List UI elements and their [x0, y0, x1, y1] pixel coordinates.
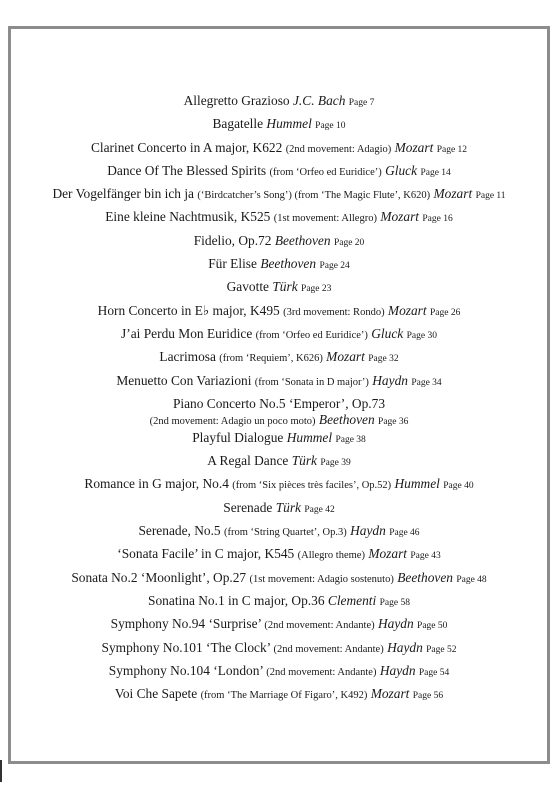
list-item: [11, 500, 547, 523]
piece-title: Romance in G major, No.4: [84, 476, 229, 492]
piece-title: Menuetto Con Variazioni: [116, 372, 252, 388]
list-item: [11, 663, 547, 686]
list-item: [11, 93, 547, 116]
piece-title: Bagatelle: [212, 116, 264, 132]
piece-note: (1st movement: Allegro): [273, 213, 377, 225]
piece-note: (from ‘Orfeo ed Euridice’): [269, 166, 382, 178]
piece-title: Serenade: [223, 499, 273, 515]
page-number: Page 54: [418, 667, 450, 678]
list-item: [11, 303, 547, 326]
piece-note: (1st movement: Adagio sostenuto): [249, 573, 394, 585]
piece-title: Lacrimosa: [159, 349, 216, 365]
list-item: [11, 593, 547, 616]
piece-note: (2nd movement: Andante): [273, 643, 384, 655]
list-item: [11, 349, 547, 372]
piece-note: (3rd movement: Rondo): [283, 306, 385, 318]
page-number: Page 46: [389, 528, 420, 539]
piece-title: Fidelio, Op.72: [193, 232, 272, 248]
page-number: Page 42: [304, 504, 335, 515]
page-number: Page 26: [429, 307, 461, 318]
composer: Hummel: [394, 476, 440, 492]
page-number: Page 24: [319, 261, 350, 272]
piece-title: Symphony No.101 ‘The Clock’: [101, 639, 271, 655]
list-item: [11, 116, 547, 139]
list-item: [11, 256, 547, 279]
page-number: Page 39: [320, 458, 351, 469]
composer: J.C. Bach: [292, 93, 346, 108]
list-item: [11, 233, 547, 256]
list-item: [11, 140, 547, 163]
page-number: Page 7: [348, 98, 375, 108]
piece-note: (from ‘String Quartet’, Op.3): [224, 527, 347, 539]
piece-title: Clarinet Concerto in A major, K622: [90, 139, 283, 155]
composer: Mozart: [394, 139, 434, 155]
page-number: Page 11: [475, 191, 506, 202]
piece-note: (from ‘The Marriage Of Figaro’, K492): [200, 690, 368, 702]
list-item: [11, 476, 547, 499]
list-item: [11, 453, 547, 476]
piece-note: (Allegro theme): [297, 550, 365, 562]
list-item: [11, 163, 547, 186]
piece-title: ‘Sonata Facile’ in C major, K545: [117, 546, 295, 562]
composer: Haydn: [350, 523, 386, 539]
composer: Haydn: [372, 372, 408, 388]
list-item: [11, 279, 547, 302]
piece-note: (2nd movement: Andante): [264, 620, 375, 632]
list-item: [11, 616, 547, 639]
piece-note: (from ‘Sonata in D major’): [254, 376, 369, 388]
piece-note: (2nd movement: Andante): [266, 666, 377, 678]
page-number: Page 16: [422, 214, 453, 225]
page-number: Page 52: [426, 644, 457, 655]
composer: Gluck: [371, 325, 404, 341]
page-number: Page 38: [335, 434, 366, 445]
piece-title: Gavotte: [226, 279, 269, 295]
piece-note: (from ‘Orfeo ed Euridice’): [255, 329, 368, 341]
list-item: [11, 430, 547, 453]
piece-note: (2nd movement: Adagio un poco moto): [149, 415, 316, 427]
composer: Beethoven: [318, 411, 375, 427]
piece-note: (from ‘Requiem’, K626): [219, 353, 323, 365]
piece-title: Piano Concerto No.5 ‘Emperor’, Op.73: [172, 395, 386, 411]
page-number: Page 20: [333, 237, 365, 248]
page-number: Page 36: [378, 416, 409, 427]
piece-title: Dance Of The Blessed Spirits: [107, 162, 267, 178]
composer: Beethoven: [274, 232, 331, 248]
page-number: Page 58: [379, 597, 410, 608]
page-number: Page 50: [417, 621, 448, 632]
list-item: [11, 523, 547, 546]
piece-title: Für Elise: [208, 256, 257, 272]
composer: Clementi: [327, 592, 377, 608]
composer: Haydn: [377, 616, 414, 632]
piece-title: Eine kleine Nachtmusik, K525: [105, 209, 271, 225]
composer: Türk: [272, 279, 298, 295]
piece-title: Playful Dialogue: [192, 429, 284, 445]
piece-title: Symphony No.94 ‘Surprise’: [110, 616, 262, 632]
composer: Türk: [291, 453, 318, 469]
composer: Mozart: [387, 302, 427, 318]
piece-note: (‘Birdcatcher’s Song’) (from ‘The Magic Flute’, K620): [197, 190, 431, 202]
piece-note: (2nd movement: Adagio): [285, 143, 392, 155]
list-item: [11, 570, 547, 593]
composer: Beethoven: [397, 569, 453, 585]
page-number: Page 43: [410, 551, 441, 562]
piece-title: Sonata No.2 ‘Moonlight’, Op.27: [71, 569, 247, 585]
page-number: Page 34: [411, 377, 442, 388]
list-item: [11, 209, 547, 232]
piece-title: Voi Che Sapete: [114, 686, 198, 702]
list-item: [11, 546, 547, 569]
composer: Mozart: [433, 186, 473, 202]
scan-edge-mark: [0, 760, 2, 782]
composer: Mozart: [326, 349, 365, 365]
page-number: Page 23: [301, 284, 332, 295]
composer: Beethoven: [260, 256, 317, 272]
contents-list: [11, 93, 547, 709]
page-number: Page 14: [420, 167, 451, 178]
composer: Mozart: [368, 546, 408, 562]
list-item: [11, 326, 547, 349]
page-frame: [8, 26, 550, 764]
composer: Hummel: [266, 116, 312, 132]
composer: Türk: [275, 499, 302, 515]
piece-title: J’ai Perdu Mon Euridice: [121, 325, 253, 341]
composer: Mozart: [380, 209, 420, 225]
composer: Haydn: [379, 662, 416, 678]
page-number: Page 40: [443, 481, 474, 492]
page-number: Page 10: [315, 121, 346, 132]
page-number: Page 12: [436, 144, 468, 155]
list-item: [11, 373, 547, 396]
piece-title: Serenade, No.5: [138, 523, 221, 539]
list-item: [11, 186, 547, 209]
piece-title: Allegretto Grazioso: [183, 93, 290, 108]
piece-title: Symphony No.104 ‘London’: [108, 662, 263, 678]
piece-title: A Regal Dance: [207, 453, 289, 469]
page-number: Page 56: [412, 691, 444, 702]
piece-title: Horn Concerto in E♭ major, K495: [97, 302, 280, 318]
composer: Hummel: [286, 429, 333, 445]
piece-title: Sonatina No.1 in C major, Op.36: [148, 592, 325, 608]
composer: Haydn: [387, 639, 423, 655]
composer: Mozart: [370, 686, 410, 702]
piece-note: (from ‘Six pièces très faciles’, Op.52): [232, 480, 392, 492]
list-item: [11, 686, 547, 709]
list-item: [11, 640, 547, 663]
composer: Gluck: [385, 162, 418, 178]
page-number: Page 30: [406, 330, 437, 341]
page-number: Page 48: [456, 574, 487, 585]
piece-title: Der Vogelfänger bin ich ja: [52, 186, 194, 202]
page-number: Page 32: [368, 354, 399, 365]
list-item: [11, 396, 547, 430]
